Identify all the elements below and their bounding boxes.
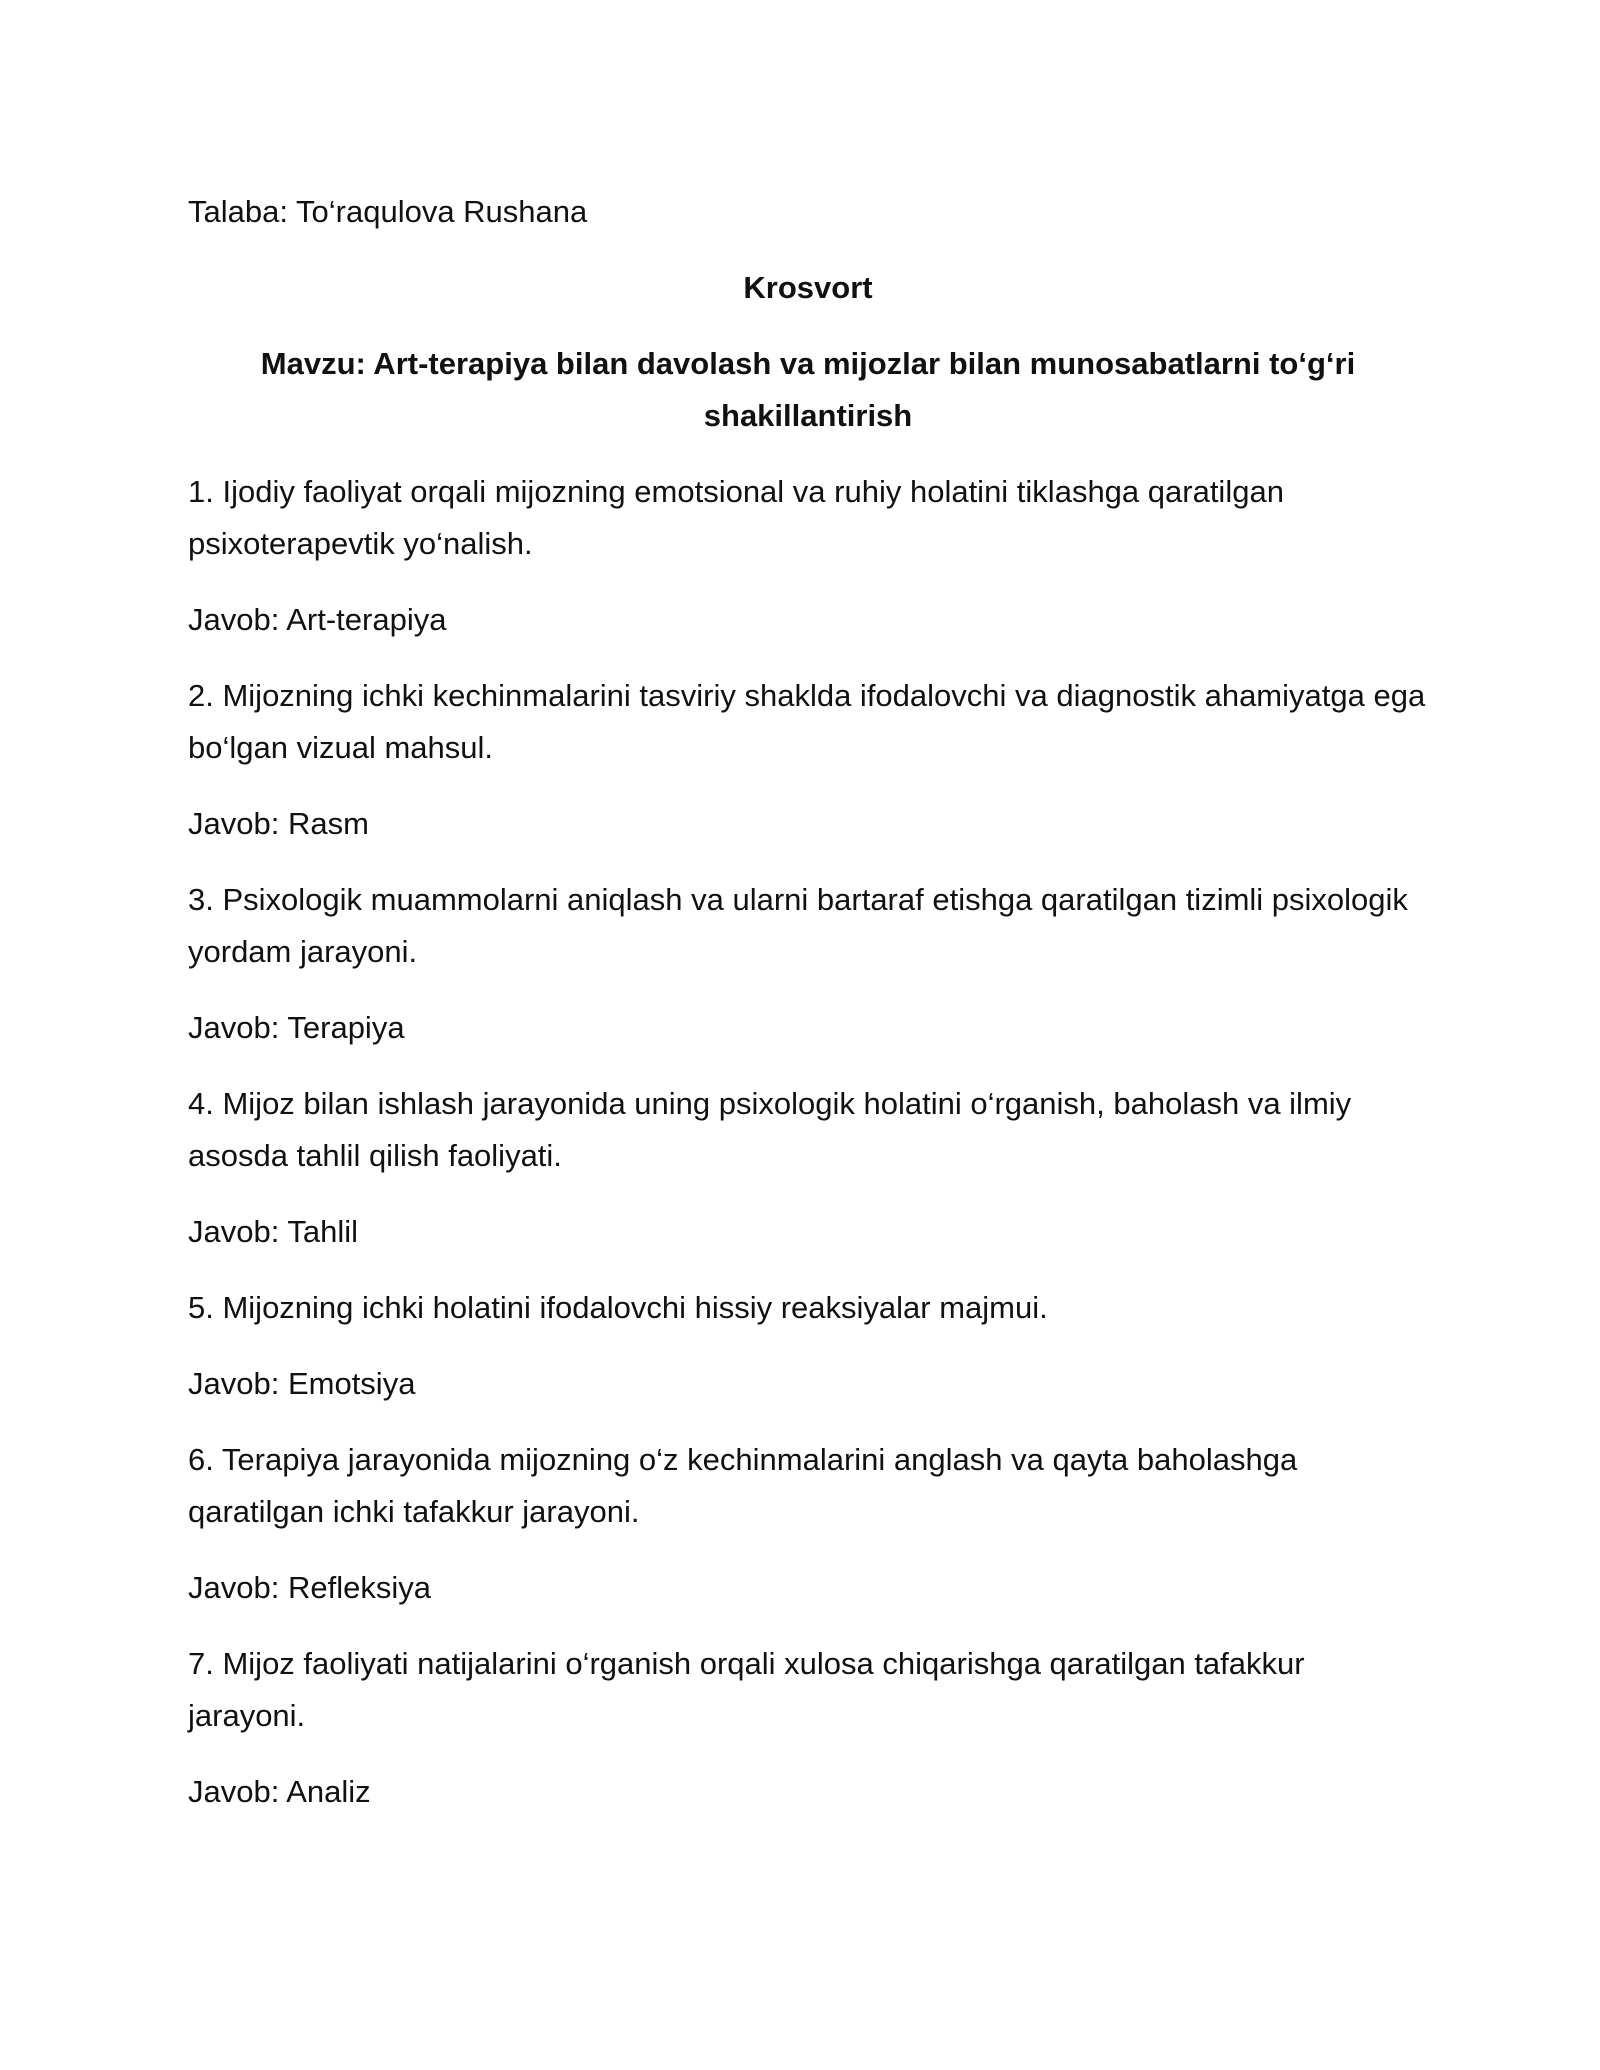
answer-3: Javob: Terapiya <box>188 1010 405 1045</box>
question-6: 6. Terapiya jarayonida mijozning o‘z kechinmalarini anglash va qayta baholashga qaratilgan ichki tafakkur jarayoni. <box>188 1442 1298 1529</box>
answer-4: Javob: Tahlil <box>188 1214 359 1249</box>
document-title: Krosvort <box>743 270 873 305</box>
question-2: 2. Mijozning ichki kechinmalarini tasviriy shaklda ifodalovchi va diagnostik ahamiyatga ega bo‘lgan vizual mahsul. <box>188 678 1426 765</box>
answer-2: Javob: Rasm <box>188 806 369 841</box>
student-name: Talaba: To‘raqulova Rushana <box>188 194 588 229</box>
answer-1: Javob: Art-terapiya <box>188 602 447 637</box>
answer-7: Javob: Analiz <box>188 1774 371 1809</box>
document-page <box>188 186 1428 1842</box>
answer-5: Javob: Emotsiya <box>188 1366 416 1401</box>
question-7: 7. Mijoz faoliyati natijalarini o‘rganish orqali xulosa chiqarishga qaratilgan tafakkur jarayoni. <box>188 1646 1305 1733</box>
document-topic: Mavzu: Art-terapiya bilan davolash va mijozlar bilan munosabatlarni to‘g‘ri shakillantirish <box>260 346 1356 433</box>
question-3: 3. Psixologik muammolarni aniqlash va ularni bartaraf etishga qaratilgan tizimli psixologik yordam jarayoni. <box>188 882 1408 969</box>
answer-6: Javob: Refleksiya <box>188 1570 431 1605</box>
question-5: 5. Mijozning ichki holatini ifodalovchi hissiy reaksiyalar majmui. <box>188 1290 1048 1325</box>
question-4: 4. Mijoz bilan ishlash jarayonida uning psixologik holatini o‘rganish, baholash va ilmiy asosda tahlil qilish faoliyati. <box>188 1086 1352 1173</box>
question-1: 1. Ijodiy faoliyat orqali mijozning emotsional va ruhiy holatini tiklashga qaratilgan psixoterapevtik yo‘nalish. <box>188 474 1284 561</box>
